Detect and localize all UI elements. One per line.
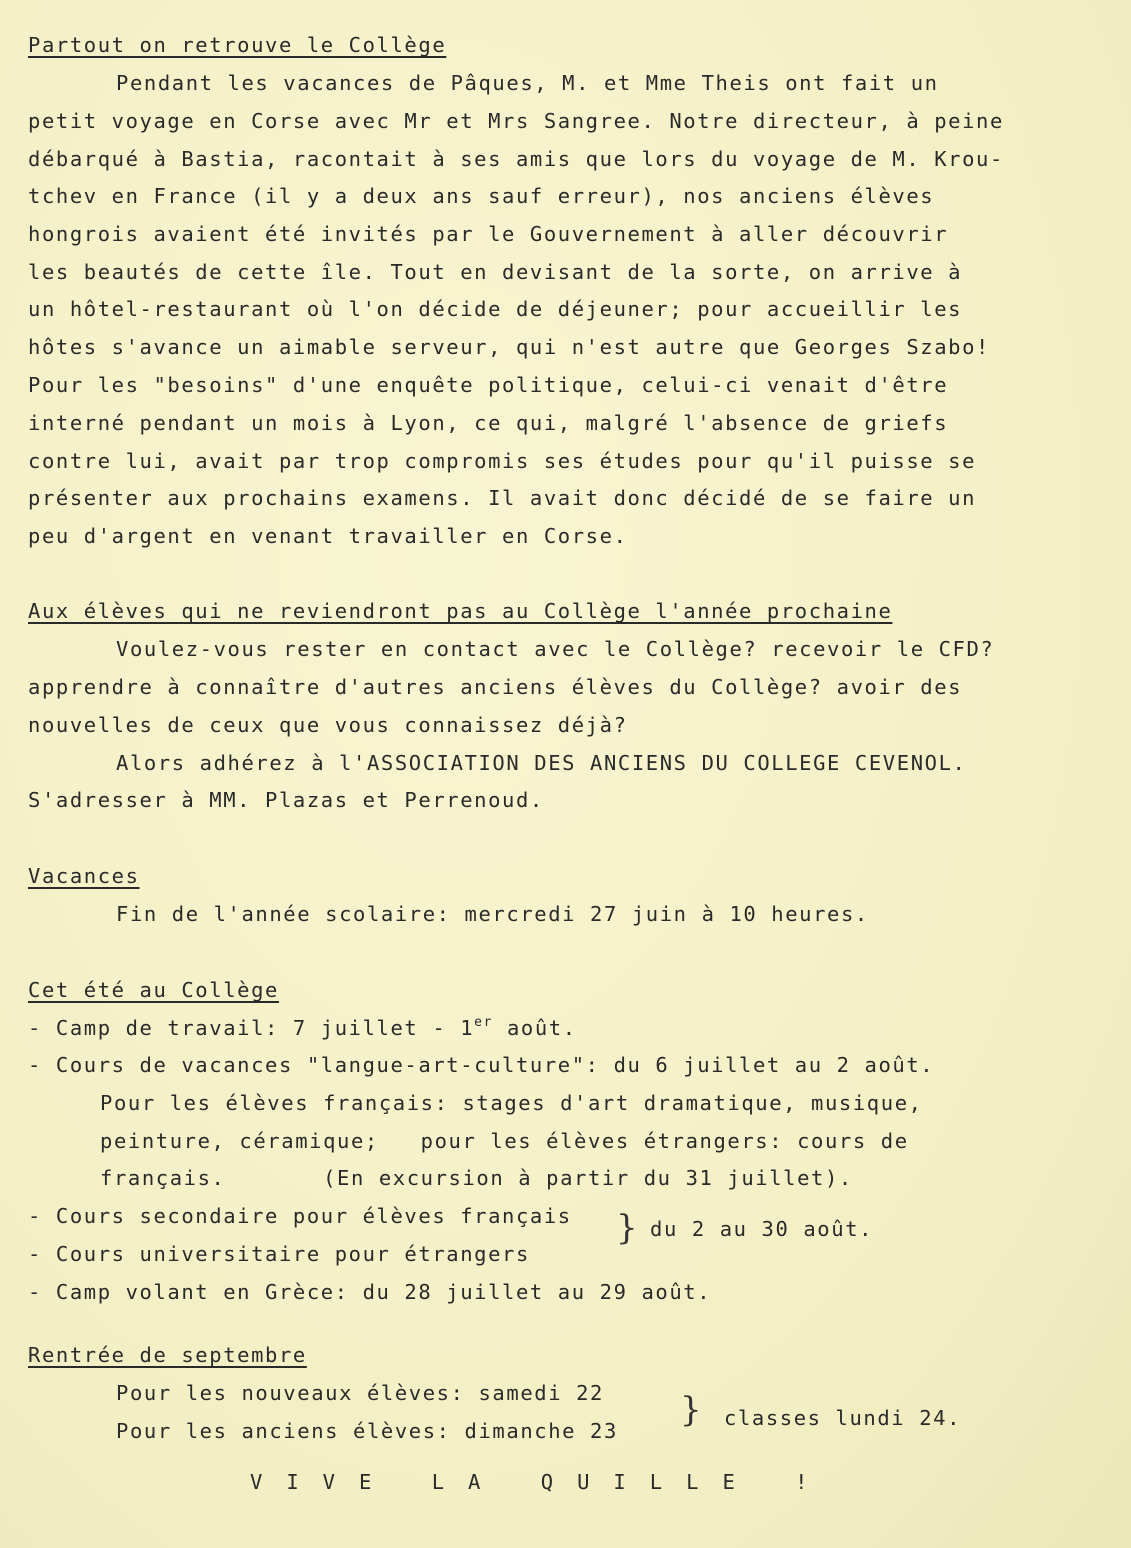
heading-partout: Partout on retrouve le Collège (28, 33, 447, 57)
camp-suffix: août. (493, 1016, 577, 1040)
brace-label: classes lundi 24. (724, 1406, 962, 1430)
paragraph-line: français. (En excursion à partir du 31 juillet). (100, 1166, 853, 1190)
closing-line: VIVE LA QUILLE ! (250, 1470, 832, 1494)
paragraph-line: un hôtel-restaurant où l'on décide de déjeuner; pour accueillir les (28, 297, 963, 321)
paragraph-line: Pour les nouveaux élèves: samedi 22 (116, 1381, 604, 1405)
heading-ete-college: Cet été au Collège (28, 978, 279, 1002)
paragraph-line: Pour les "besoins" d'une enquête politique, celui-ci venait d'être (28, 373, 949, 397)
heading-vacances: Vacances (28, 864, 140, 888)
brace-symbol: } (616, 1208, 638, 1248)
heading-rentree: Rentrée de septembre (28, 1343, 307, 1367)
paragraph-line: hôtes s'avance un aimable serveur, qui n'est autre que Georges Szabo! (28, 335, 991, 359)
list-item-camp-travail (28, 1016, 577, 1040)
list-item-camp-grece: - Camp volant en Grèce: du 28 juillet au 29 août. (28, 1280, 712, 1304)
paragraph-line: tchev en France (il y a deux ans sauf erreur), nos anciens élèves (28, 184, 935, 208)
paragraph-line: Fin de l'année scolaire: mercredi 27 juin à 10 heures. (116, 902, 869, 926)
list-item-cours-universitaire: - Cours universitaire pour étrangers (28, 1242, 530, 1266)
paragraph-line: interné pendant un mois à Lyon, ce qui, malgré l'absence de griefs (28, 411, 949, 435)
camp-text: - Camp de travail: 7 juillet - 1 (28, 1016, 475, 1040)
paragraph-line: présenter aux prochains examens. Il avait donc décidé de se faire un (28, 486, 977, 510)
paragraph-line: contre lui, avait par trop compromis ses études pour qu'il puisse se (28, 449, 977, 473)
paragraph-line: petit voyage en Corse avec Mr et Mrs Sangree. Notre directeur, à peine (28, 109, 1004, 133)
paragraph-line: débarqué à Bastia, racontait à ses amis que lors du voyage de M. Krou- (28, 147, 1004, 171)
brace-label: du 2 au 30 août. (650, 1217, 874, 1241)
paragraph-line: apprendre à connaître d'autres anciens élèves du Collège? avoir des (28, 675, 963, 699)
paragraph-line: les beautés de cette île. Tout en devisant de la sorte, on arrive à (28, 260, 963, 284)
heading-anciens-eleves: Aux élèves qui ne reviendront pas au Collège l'année prochaine (28, 599, 893, 623)
camp-superscript: er (474, 1015, 494, 1030)
paragraph-line: Voulez-vous rester en contact avec le Collège? recevoir le CFD? (116, 637, 995, 661)
brace-symbol: } (680, 1390, 702, 1430)
paragraph-line: nouvelles de ceux que vous connaissez déjà? (28, 713, 628, 737)
paragraph-line: peu d'argent en venant travailler en Corse. (28, 524, 628, 548)
paragraph-line: hongrois avaient été invités par le Gouvernement à aller découvrir (28, 222, 949, 246)
paragraph-line: S'adresser à MM. Plazas et Perrenoud. (28, 788, 544, 812)
list-item-cours-vacances: - Cours de vacances "langue-art-culture": du 6 juillet au 2 août. (28, 1053, 935, 1077)
paragraph-line: Pendant les vacances de Pâques, M. et Mme Theis ont fait un (116, 71, 939, 95)
paragraph-line: Pour les élèves français: stages d'art dramatique, musique, (100, 1091, 923, 1115)
list-item-cours-secondaire: - Cours secondaire pour élèves français (28, 1204, 572, 1228)
paragraph-line: peinture, céramique; pour les élèves étrangers: cours de (100, 1129, 909, 1153)
paragraph-line: Pour les anciens élèves: dimanche 23 (116, 1419, 618, 1443)
paragraph-line: Alors adhérez à l'ASSOCIATION DES ANCIENS DU COLLEGE CEVENOL. (116, 751, 967, 775)
